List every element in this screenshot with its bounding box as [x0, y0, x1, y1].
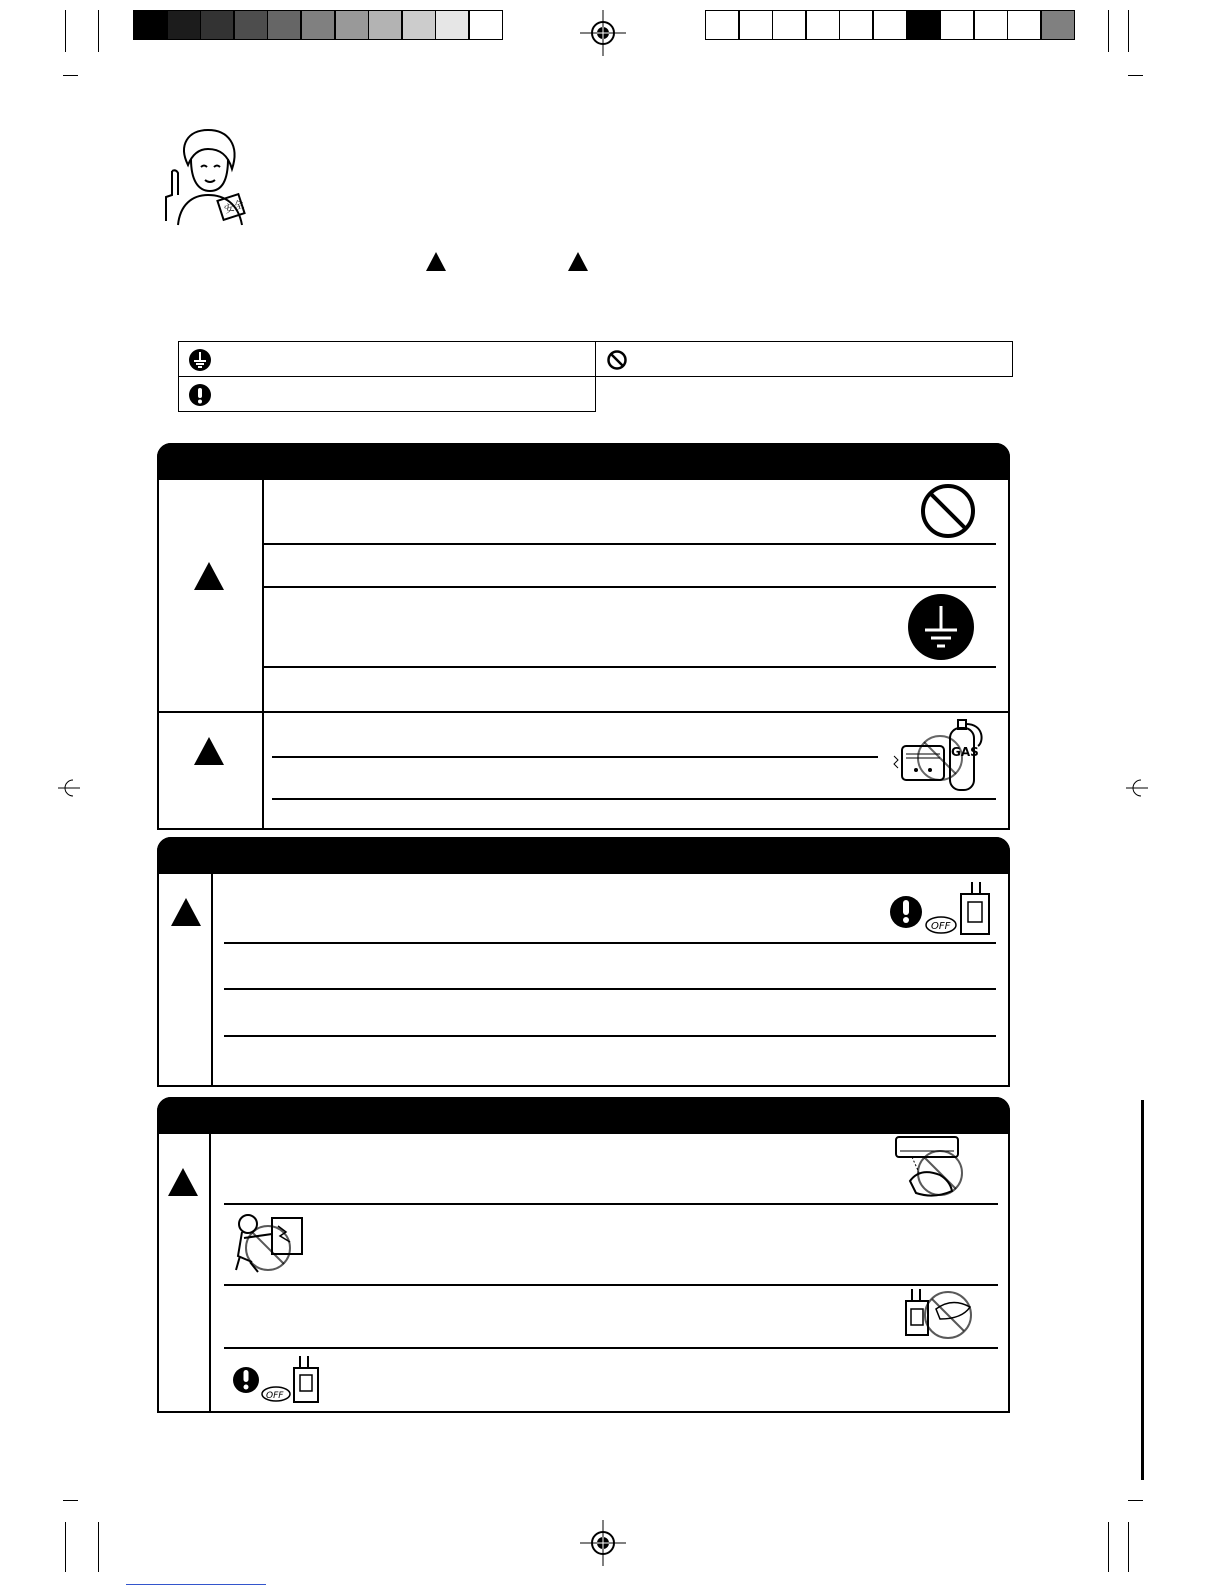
caution-triangle-icon: [568, 252, 588, 271]
legend-ground: [178, 341, 596, 377]
color-swatch: [1041, 10, 1075, 40]
row-divider: [224, 1347, 998, 1349]
row-divider: [224, 1035, 996, 1037]
row-divider: [272, 756, 878, 758]
ground-icon: [189, 349, 211, 371]
row-divider: [224, 942, 996, 944]
color-swatch: [267, 10, 301, 40]
group-divider: [157, 711, 1010, 713]
row-divider: [272, 798, 996, 800]
caution-triangle-icon: [168, 1168, 198, 1196]
color-swatch: [368, 10, 402, 40]
warning-triangle-icon: [426, 252, 446, 271]
crop-mark: [1128, 1500, 1143, 1501]
row-divider: [224, 1203, 998, 1205]
color-swatch: [200, 10, 234, 40]
color-swatch: [940, 10, 974, 40]
side-registration-mark-icon: [58, 777, 80, 799]
row-divider: [262, 586, 996, 588]
section-heading: [157, 1097, 1010, 1134]
switch-off-breaker-illustration: [888, 880, 996, 938]
color-swatch: [974, 10, 1008, 40]
color-swatch: [873, 10, 907, 40]
mandatory-exclamation-icon: [189, 384, 211, 406]
color-swatch: [435, 10, 469, 40]
color-swatch: [1007, 10, 1041, 40]
svg-text:安全: 安全: [223, 199, 246, 216]
color-swatch: [772, 10, 806, 40]
column-divider: [209, 1132, 211, 1411]
color-swatch: [335, 10, 369, 40]
color-swatch: [839, 10, 873, 40]
color-swatch: [705, 10, 739, 40]
no-object-under-unit-illustration: [890, 1135, 980, 1201]
switch-off-breaker-illustration: [228, 1354, 328, 1406]
crop-mark: [65, 1522, 66, 1572]
crop-mark: [1108, 1522, 1109, 1572]
gas-label: GAS: [951, 745, 979, 759]
caution-triangle-icon: [194, 737, 224, 765]
no-gas-near-unit-illustration: [888, 716, 988, 796]
no-wet-hands-switch-illustration: [900, 1287, 980, 1345]
legend-mandatory: [178, 376, 596, 412]
instructor-woman-illustration: [158, 125, 254, 227]
side-registration-mark-icon: [1126, 777, 1148, 799]
column-divider: [262, 478, 264, 830]
crop-mark: [63, 1500, 78, 1501]
crop-mark: [1108, 10, 1109, 52]
color-swatch: [806, 10, 840, 40]
color-swatch: [907, 10, 941, 40]
safety-section-1: [157, 443, 1010, 830]
column-divider: [211, 872, 213, 1085]
crop-mark: [65, 10, 66, 52]
off-label: OFF: [931, 921, 951, 932]
legend-prohibited: [595, 341, 1013, 377]
warning-triangle-icon: [194, 562, 224, 590]
prohibited-icon: [606, 349, 628, 371]
color-swatch: [167, 10, 201, 40]
crop-mark: [1128, 75, 1143, 76]
color-swatch: [739, 10, 773, 40]
crop-mark: [63, 75, 78, 76]
color-swatch: [234, 10, 268, 40]
color-swatch: [469, 10, 503, 40]
no-hands-in-unit-illustration: [228, 1212, 308, 1276]
registration-mark-icon: [580, 1520, 626, 1566]
crop-mark: [1128, 1522, 1129, 1572]
color-swatch: [301, 10, 335, 40]
side-bar: [1141, 1100, 1144, 1480]
caution-triangle-icon: [171, 898, 201, 926]
crop-mark: [1128, 10, 1129, 52]
row-divider: [262, 666, 996, 668]
crop-mark: [98, 1522, 99, 1572]
row-divider: [224, 1284, 998, 1286]
section-heading: [157, 443, 1010, 480]
crop-mark: [98, 10, 99, 52]
registration-mark-icon: [580, 10, 626, 56]
off-label: OFF: [266, 1391, 284, 1401]
color-swatch: [133, 10, 167, 40]
safety-section-2: [157, 837, 1010, 1087]
section-heading: [157, 837, 1010, 874]
color-swatch: [402, 10, 436, 40]
prohibited-icon: [919, 482, 977, 540]
ground-icon: [908, 594, 974, 660]
row-divider: [262, 543, 996, 545]
row-divider: [224, 988, 996, 990]
